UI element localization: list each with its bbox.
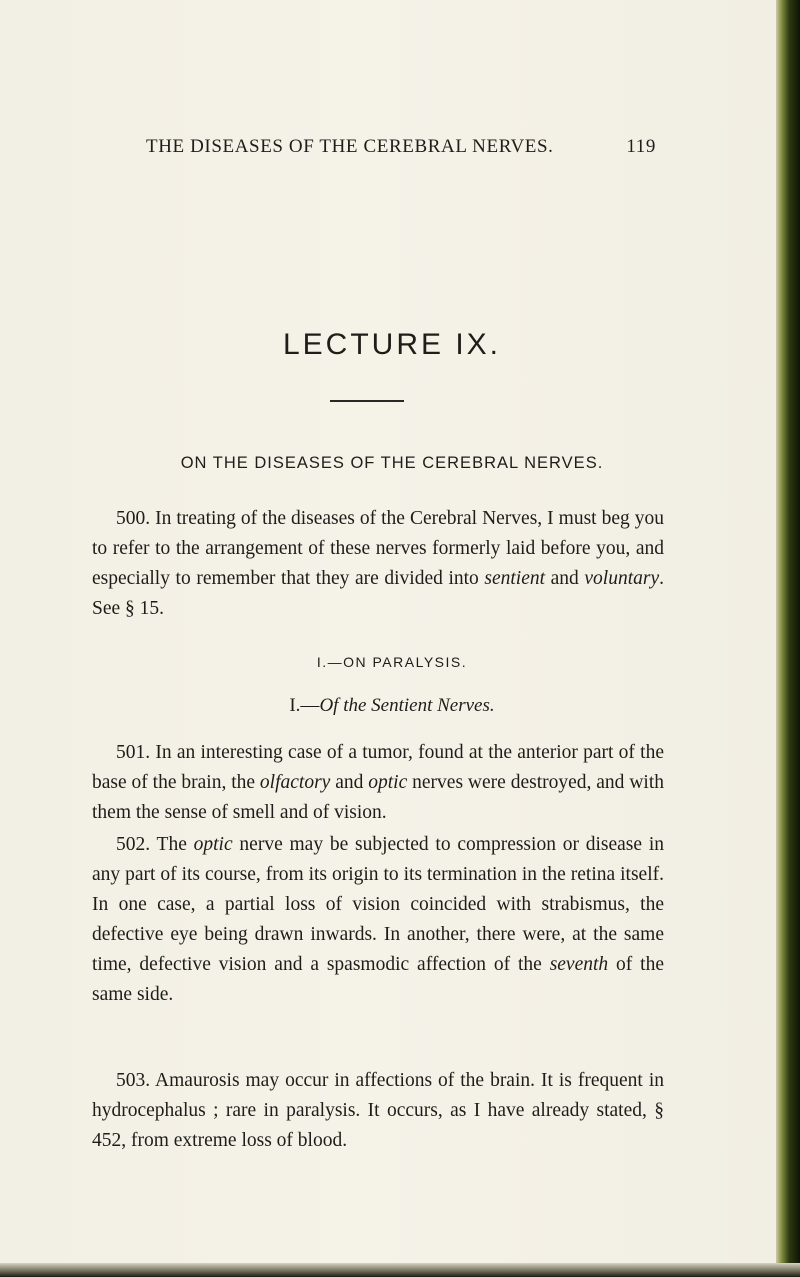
subsubheading-number: I.— <box>289 695 320 716</box>
paragraph-502 <box>92 830 664 1010</box>
term-optic-2: optic <box>193 834 233 855</box>
title-divider <box>330 400 404 402</box>
para-500-tail: . See § 15. <box>92 568 664 619</box>
para-502-mid: nerve may be subjected to compression or disease in any part of its course, from its origin to its termination in the retina itself. In one case, a partial loss of vision coincided with strabismus, the defective eye being drawn inwards. In another, there were, at the same time, defective vision and a spasmodic affection of the <box>92 834 664 975</box>
book-edge <box>776 0 800 1277</box>
para-501-lead: 501. In an interesting case of a tumor, found at the anterior part of the base of the brain, the <box>92 742 664 793</box>
lecture-title: LECTURE IX. <box>282 328 502 361</box>
running-head-title: THE DISEASES OF THE CEREBRAL NERVES. <box>146 136 554 157</box>
paragraph-503 <box>92 1066 664 1156</box>
paragraph-500 <box>92 504 664 624</box>
subheading-paralysis: I.—ON PARALYSIS. <box>316 654 468 670</box>
para-503-text: 503. Amaurosis may occur in affections of the brain. It is frequent in hydrocephalus ; rare in paralysis. It occurs, as I have already stated, § 452, from extreme loss of blood. <box>92 1070 664 1151</box>
paragraph-501 <box>92 738 664 828</box>
section-heading: ON THE DISEASES OF THE CEREBRAL NERVES. <box>180 454 604 472</box>
subsubheading-text: Of the Sentient Nerves. <box>319 695 495 716</box>
subsubheading-sentient-nerves <box>0 695 784 717</box>
term-optic: optic <box>368 772 408 793</box>
para-500-mid: and <box>545 568 585 589</box>
term-olfactory: olfactory <box>259 772 331 793</box>
para-500-lead: 500. In treating of the diseases of the Cerebral Nerves, I must beg you to refer to the arrangement of these nerves formerly laid before you, and especially to remember that they are divided into <box>92 508 664 589</box>
para-501-mid: and <box>330 772 369 793</box>
page-number: 119 <box>626 136 656 157</box>
para-501-tail: nerves were destroyed, and with them the sense of smell and of vision. <box>92 772 664 823</box>
bottom-edge <box>0 1263 800 1277</box>
term-voluntary: voluntary <box>584 568 660 589</box>
para-502-tail: of the same side. <box>92 954 664 1005</box>
para-502-lead: 502. The <box>116 834 194 855</box>
term-seventh: seventh <box>549 954 609 975</box>
term-sentient: sentient <box>484 568 546 589</box>
